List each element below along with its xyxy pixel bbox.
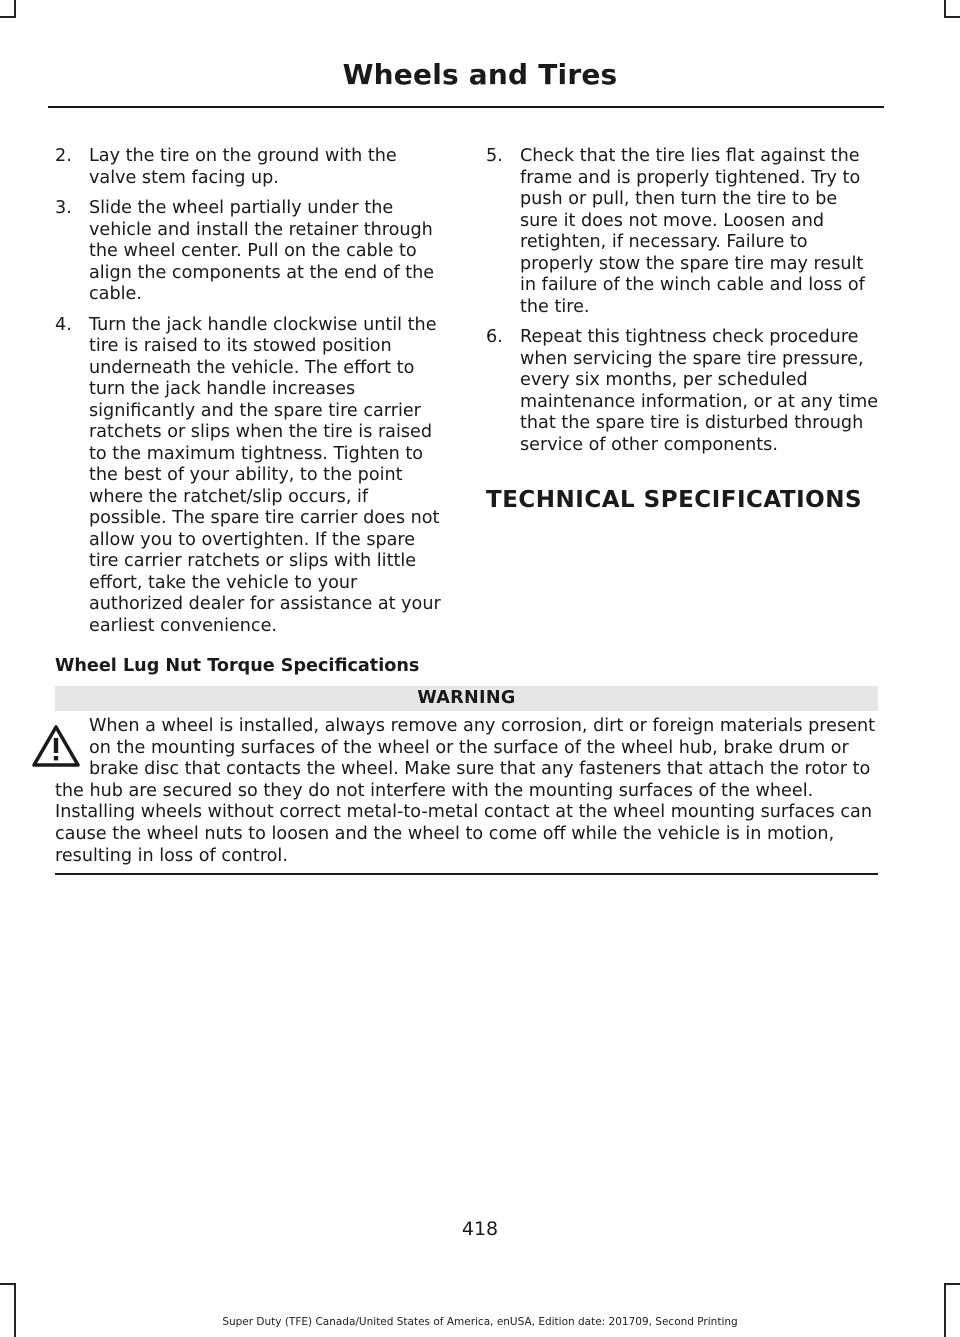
step-text: Repeat this tightness check procedure when servicing the spare tire pressure, every six months, per scheduled maintenance information, or at any time that the spare tire is disturbed through service of other components. — [520, 327, 879, 455]
crop-mark — [944, 0, 946, 16]
warning-divider — [55, 873, 878, 875]
step-number: 2. — [55, 146, 72, 166]
header-divider — [48, 106, 884, 108]
list-item — [55, 146, 449, 189]
subsection-heading: Wheel Lug Nut Torque Specifications — [55, 656, 420, 676]
crop-mark — [0, 1283, 16, 1285]
list-item — [55, 315, 449, 638]
step-text: Turn the jack handle clockwise until the tire is raised to its stowed position underneath the vehicle. The effort to turn the jack handle increases significantly and the spare tire carrier ratchets or slips when the tire is raised to the maximum tightness. Tighten to the best of your ability, to the point where the ratchet/slip occurs, if possible. The spare tire carrier does not allow you to overtighten. If the spare tire carrier ratchets or slips with little effort, take the vehicle to your authorized dealer for assistance at your earliest convenience. — [89, 314, 441, 636]
warning-body — [55, 716, 878, 873]
warning-triangle-icon — [31, 724, 81, 768]
crop-mark — [944, 1283, 960, 1285]
step-number: 4. — [55, 314, 72, 335]
crop-mark — [14, 1283, 16, 1337]
section-heading: TECHNICAL SPECIFICATIONS — [486, 487, 863, 513]
crop-mark — [944, 1283, 946, 1337]
step-number: 6. — [486, 327, 503, 347]
warning-label: WARNING — [55, 686, 878, 711]
right-column — [486, 146, 880, 514]
warning-box — [55, 686, 878, 875]
crop-mark — [14, 0, 16, 16]
page-number: 418 — [461, 1218, 499, 1240]
step-text: Slide the wheel partially under the vehicle and install the retainer through the wheel center. Pull on the cable to align the components at the end of the cable. — [89, 198, 435, 304]
warning-text: When a wheel is installed, always remove any corrosion, dirt or foreign materials present on the mounting surfaces of the wheel or the surface of the wheel hub, brake drum or brake disc that contacts the wheel. Make sure that any fasteners that attach the rotor to the hub are secured so they do not interfere with the mounting surfaces of the wheel. Installing wheels without correct metal-to-metal contact at the wheel mounting surfaces can cause the wheel nuts to loosen and the wheel to come off while the vehicle is in motion, resulting in loss of control. — [55, 716, 875, 866]
edition-footer: Super Duty (TFE) Canada/United States of America, enUSA, Edition date: 201709, Second Printing — [222, 1316, 738, 1328]
list-item — [486, 327, 880, 456]
crop-mark — [944, 16, 960, 18]
page-title: Wheels and Tires — [342, 58, 618, 91]
step-text: Lay the tire on the ground with the valve stem facing up. — [89, 146, 397, 188]
step-text: Check that the tire lies flat against the frame and is properly tightened. Try to push or pull, then turn the tire to be sure it does not move. Loosen and retighten, if necessary. Failure to properly stow the spare tire may result in failure of the winch cable and loss of the tire. — [520, 146, 865, 317]
list-item — [55, 198, 449, 306]
step-number: 5. — [486, 146, 503, 166]
crop-mark — [0, 16, 16, 18]
step-number: 3. — [55, 198, 72, 218]
list-item — [486, 146, 880, 318]
left-column — [55, 146, 449, 646]
